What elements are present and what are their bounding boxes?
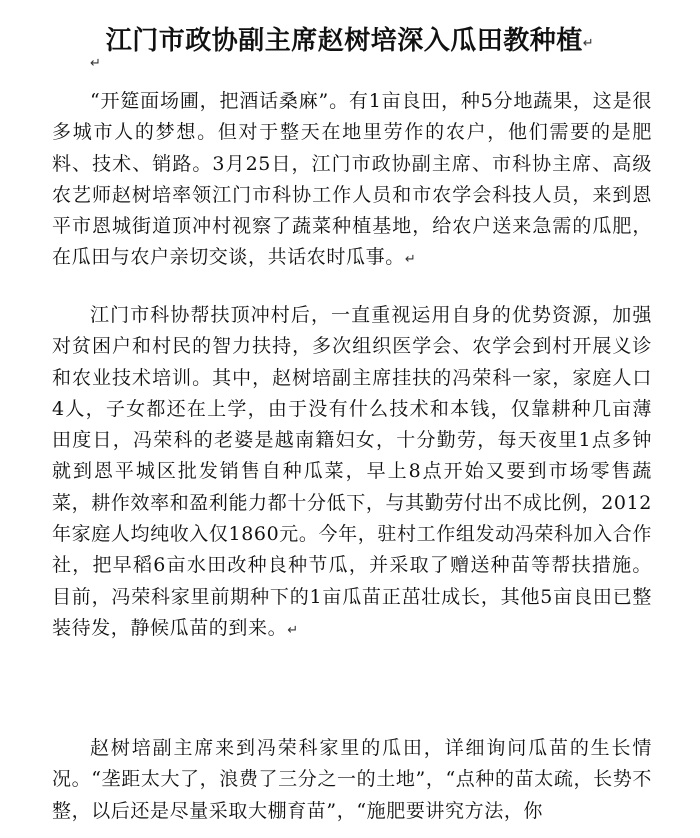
- article-title: [0, 23, 700, 62]
- paragraph-1-text: “开筵面场圃，把酒话桑麻”。有1亩良田，种5分地蔬果，这是很多城市人的梦想。但对于整天在地里劳作的农户，他们需要的是肥料、技术、销路。3月25日，江门市政协副主席、市科协主席、高级农艺师赵树培率领江门市科协工作人员和市农学会科技人员，来到恩平市恩城街道顶冲村视察了蔬菜种植基地，给农户送来急需的瓜肥，在瓜田与农户亲切交谈，共话农时瓜事。: [52, 90, 652, 269]
- paragraph-3-text: 赵树培副主席来到冯荣科家里的瓜田，详细询问瓜苗的生长情况。“垄距太大了，浪费了三分之一的土地”，“点种的苗太疏，长势不整，以后还是尽量采取大棚育苗”，“施肥要讲究方法，你: [52, 737, 652, 822]
- article-paragraph-3: [52, 733, 652, 827]
- paragraph-mark-icon: ↵: [404, 252, 417, 268]
- paragraph-mark-icon: ↵: [287, 622, 299, 638]
- article-paragraph-1: [52, 86, 652, 276]
- paragraph-2-text: 江门市科协帮扶顶冲村后，一直重视运用自身的优势资源，加强对贫困户和村民的智力扶持，多次组织医学会、农学会到村开展义诊和农业技术培训。其中，赵树培副主席挂扶的冯荣科一家，家庭人口4人，子女都还在上学，由于没有什么技术和本钱，仅靠耕种几亩薄田度日，冯荣科的老婆是越南籍妇女，十分勤劳，每天夜里1点多钟就到恩平城区批发销售自种瓜菜，早上8点开始又要到市场零售蔬菜，耕作效率和盈利能力都十分低下，与其勤劳付出不成比例，2012年家庭人均纯收入仅1860元。今年，驻村工作组发动冯荣科加入合作社，把早稻6亩水田改种良种节瓜，并采取了赠送种苗等帮扶措施。目前，冯荣科家里前期种下的1亩瓜苗正茁壮成长，其他5亩良田已整装待发，静候瓜苗的到来。: [52, 304, 652, 639]
- paragraph-mark-icon: ↵: [582, 36, 595, 52]
- article-title-text: 江门市政协副主席赵树培深入瓜田教种植: [105, 26, 583, 57]
- article-paragraph-2: [52, 300, 652, 646]
- empty-line-mark-icon: ↵: [90, 56, 101, 71]
